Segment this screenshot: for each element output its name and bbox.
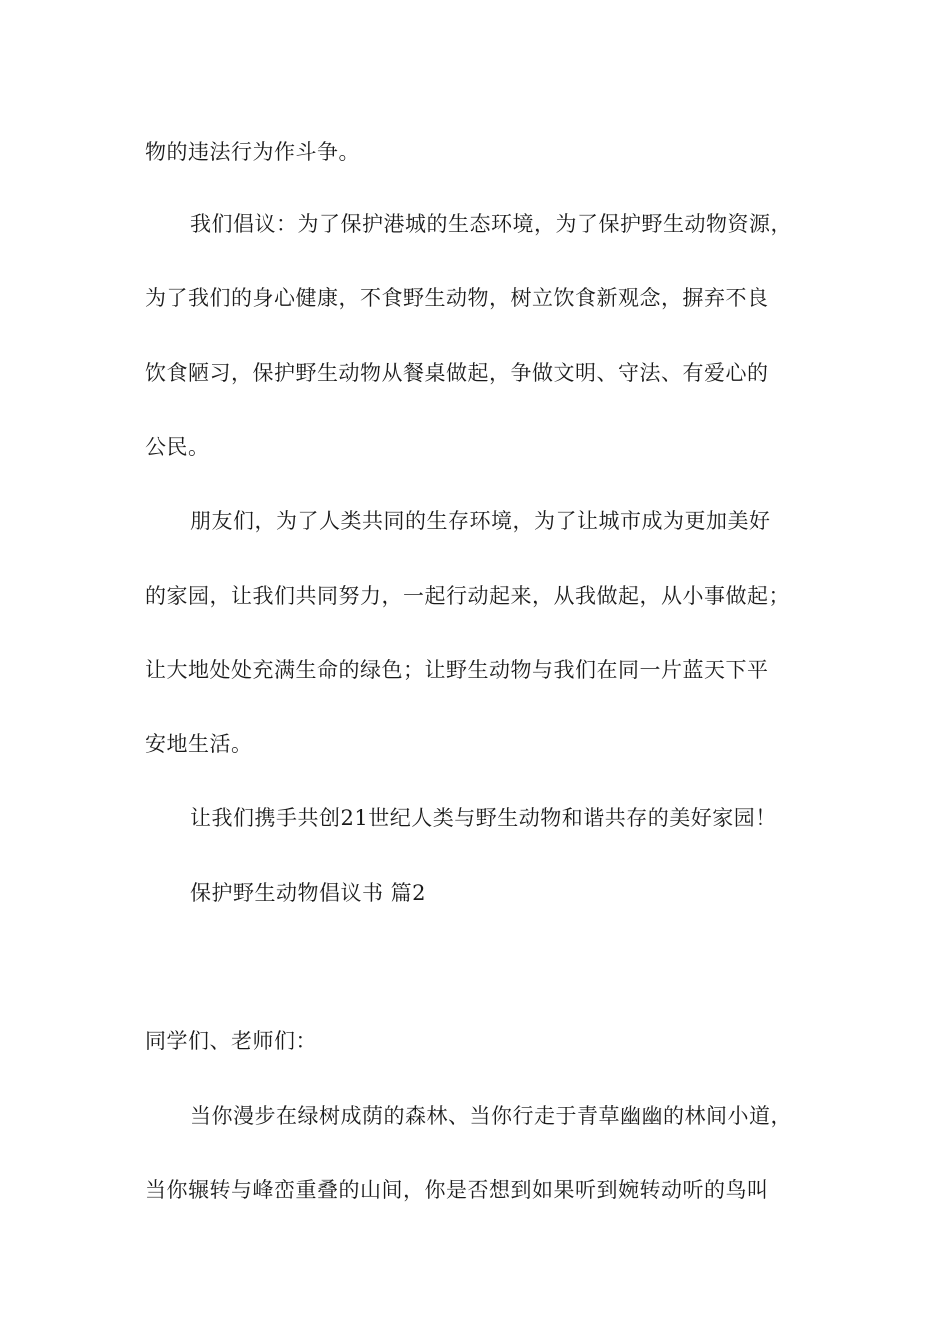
section-heading: 保护野生动物倡议书 篇2 [190,881,427,905]
text-line-3: 为了我们的身心健康，不食野生动物，树立饮食新观念，摒弃不良 [145,286,769,310]
text-line-7: 的家园，让我们共同努力，一起行动起来，从我做起，从小事做起； [145,584,790,608]
text-line-13: 当你漫步在绿树成荫的森林、当你行走于青草幽幽的林间小道， [190,1104,792,1128]
text-line-2: 我们倡议：为了保护港城的生态环境，为了保护野生动物资源， [190,212,792,236]
text-line-4: 饮食陋习，保护野生动物从餐桌做起，争做文明、守法、有爱心的 [145,361,769,385]
text-line-10: 让我们携手共创21世纪人类与野生动物和谐共存的美好家园！ [190,806,777,830]
text-line-9: 安地生活。 [145,732,253,756]
text-line-1: 物的违法行为作斗争。 [145,140,360,164]
text-line-8: 让大地处处充满生命的绿色；让野生动物与我们在同一片蓝天下平 [145,658,769,682]
text-line-14: 当你辗转与峰峦重叠的山间，你是否想到如果听到婉转动听的鸟叫 [145,1178,769,1202]
text-line-6: 朋友们，为了人类共同的生存环境，为了让城市成为更加美好 [190,509,771,533]
salutation: 同学们、老师们： [145,1029,317,1053]
text-line-5: 公民。 [145,435,210,459]
